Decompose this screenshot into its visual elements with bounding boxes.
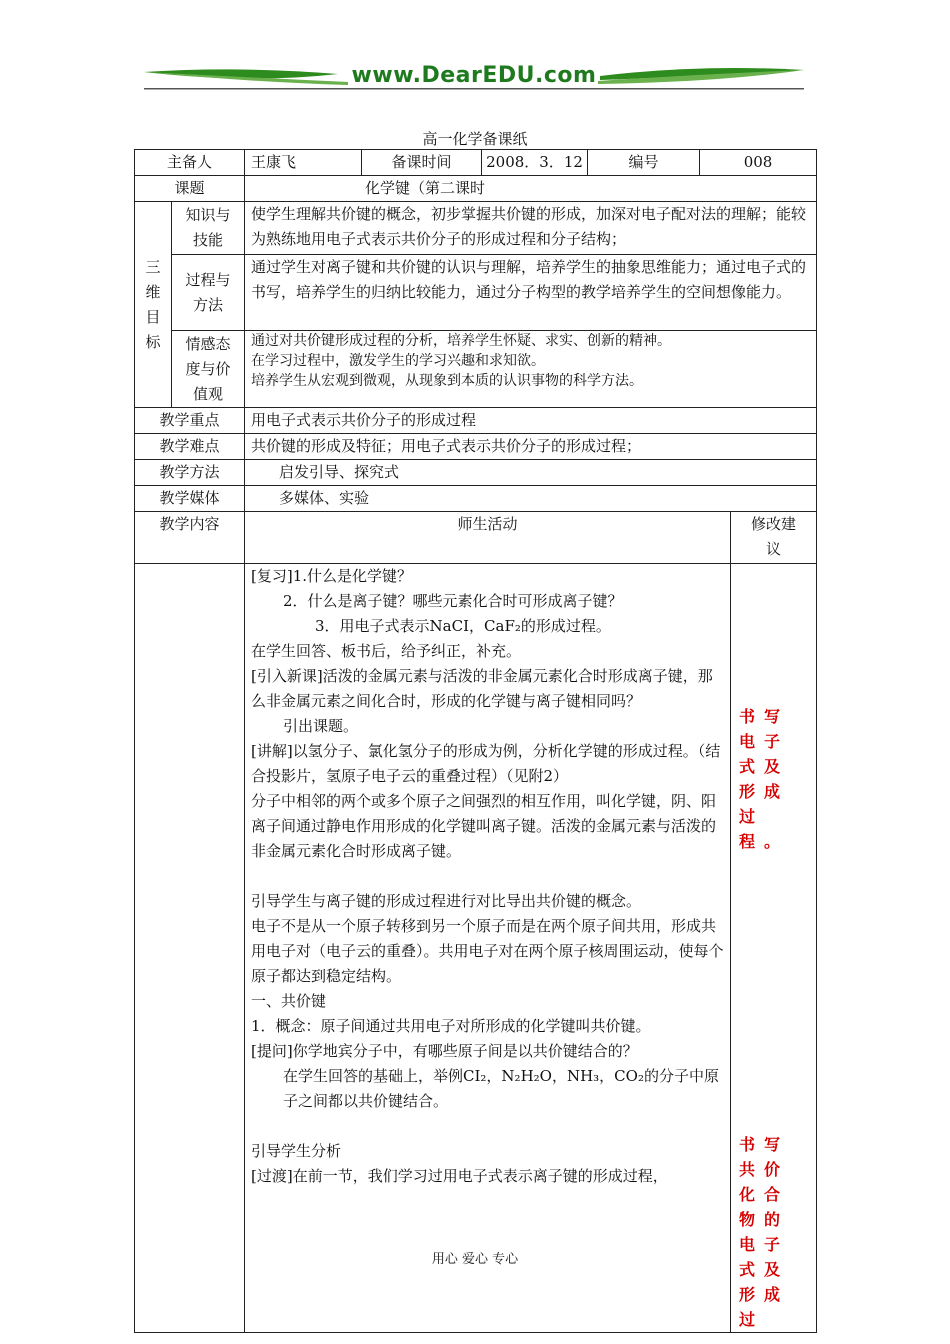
activity-line: 1．概念：原子间通过共用电子对所形成的化学键叫共价键。 (251, 1017, 651, 1035)
site-logo-text[interactable]: www.DearEDU.com (351, 63, 597, 88)
key-point-label: 教学重点 (135, 408, 245, 434)
preparer-name: 王康飞 (245, 150, 362, 176)
date-label: 备课时间 (362, 150, 482, 176)
activity-column-header: 师生活动 (245, 512, 731, 564)
document-title: 高一化学备课纸 (422, 130, 528, 148)
media-text: 多媒体、实验 (245, 486, 817, 512)
goal-name-process: 过程与 方法 (172, 255, 245, 331)
content-cell (135, 564, 245, 1333)
lesson-plan-table (134, 149, 817, 1333)
activity-line: 在学生回答、板书后，给予纠正，补充。 (251, 642, 522, 660)
suggestion-column-header: 修改建 议 (731, 512, 817, 564)
lesson-date: 2008．3．12 (482, 150, 588, 176)
topic-label: 课题 (135, 176, 245, 202)
topic-row (135, 176, 817, 202)
meta-row (135, 150, 817, 176)
method-row (135, 460, 817, 486)
activity-line: 引出课题。 (283, 717, 359, 735)
key-point-row (135, 408, 817, 434)
activity-line: 引导学生分析 (251, 1142, 342, 1160)
goal-row-knowledge (135, 202, 817, 255)
goal-name-knowledge: 知识与 技能 (172, 202, 245, 255)
method-text: 启发引导、探究式 (245, 460, 817, 486)
content-body-row (135, 564, 817, 1333)
activity-line: 分子中相邻的两个或多个原子之间强烈的相互作用，叫化学键，阴、阳离子间通过静电作用形成的化学键叫离子键。活泼的金属元素与活泼的非金属元素化合时形成离子键。 (251, 792, 717, 860)
activity-line: 3．用电子式表示NaCI，CaF₂的形成过程。 (315, 617, 611, 635)
goal-text-knowledge: 使学生理解共价键的概念，初步掌握共价键的形成，加深对电子配对法的理解；能较为熟练地用电子式表示共价分子的形成过程和分子结构； (245, 202, 817, 255)
goal-name-attitude: 情感态 度与价 值观 (172, 331, 245, 408)
activity-line: [过渡]在前一节，我们学习过用电子式表示离子键的形成过程， (251, 1167, 668, 1185)
attitude-item: 在学习过程中，激发学生的学习兴趣和求知欲。 (251, 353, 546, 369)
activity-line: [引入新课]活泼的金属元素与活泼的非金属元素化合时形成离子键，那么非金属元素之间化合时，形成的化学键与离子键相同吗？ (251, 667, 713, 710)
suggestion-cell (731, 564, 817, 1333)
activity-line: [提问]你学地宾分子中，有哪些原子间是以共价键结合的？ (251, 1042, 638, 1060)
spacer (739, 854, 812, 1132)
difficulty-text: 共价键的形成及特征；用电子式表示共价分子的形成过程； (245, 434, 817, 460)
number-label: 编号 (588, 150, 700, 176)
suggestion-note: 书写共价化合物的电子式及形成过 (739, 1135, 790, 1329)
media-label: 教学媒体 (135, 486, 245, 512)
activity-line: [讲解]以氢分子、氯化氢分子的形成为例，分析化学键的形成过程。（结合投影片，氢原子电子云的重叠过程）（见附2） (251, 742, 721, 785)
activity-line: 2．什么是离子键？哪些元素化合时可形成离子键？ (283, 592, 623, 610)
content-header-row (135, 512, 817, 564)
spacer (739, 564, 812, 704)
goal-row-process (135, 255, 817, 331)
activity-line: 一、共价键 (251, 992, 327, 1010)
activity-line: 引导学生与离子键的形成过程进行对比导出共价键的概念。 (251, 892, 642, 910)
attitude-item: 培养学生从宏观到微观，从现象到本质的认识事物的科学方法。 (251, 373, 644, 389)
content-column-header: 教学内容 (135, 512, 245, 564)
activity-line: 在学生回答的基础上，举例CI₂，N₂H₂O，NH₃，CO₂的分子中原子之间都以共价键结合。 (283, 1067, 719, 1110)
difficulty-row (135, 434, 817, 460)
blank-line (251, 1114, 724, 1139)
goals-label: 三 维 目 标 (135, 202, 172, 408)
goal-text-attitude (245, 331, 817, 408)
activity-cell (245, 564, 731, 1333)
header-banner (140, 62, 808, 92)
goal-row-attitude (135, 331, 817, 408)
activity-line: [复习]1.什么是化学键？ (251, 567, 413, 585)
goal-text-process: 通过学生对离子键和共价键的认识与理解，培养学生的抽象思维能力；通过电子式的书写，培养学生的归纳比较能力，通过分子构型的教学培养学生的空间想像能力。 (245, 255, 817, 331)
key-point-text: 用电子式表示共价分子的形成过程 (245, 408, 817, 434)
preparer-label: 主备人 (135, 150, 245, 176)
attitude-item: 通过对共价键形成过程的分析，培养学生怀疑、求实、创新的精神。 (251, 333, 672, 349)
suggestion-note: 书写电子式及形成过程。 (739, 707, 790, 851)
activity-line: 电子不是从一个原子转移到另一个原子而是在两个原子间共用，形成共用电子对（电子云的重叠）。共用电子对在两个原子核周围运动，使每个原子都达到稳定结构。 (251, 917, 724, 985)
lesson-number: 008 (700, 150, 817, 176)
page-footer: 用心 爱心 专心 (431, 1252, 519, 1267)
media-row (135, 486, 817, 512)
method-label: 教学方法 (135, 460, 245, 486)
topic-text: 化学键（第二课时 (245, 176, 817, 202)
blank-line (251, 864, 724, 889)
difficulty-label: 教学难点 (135, 434, 245, 460)
